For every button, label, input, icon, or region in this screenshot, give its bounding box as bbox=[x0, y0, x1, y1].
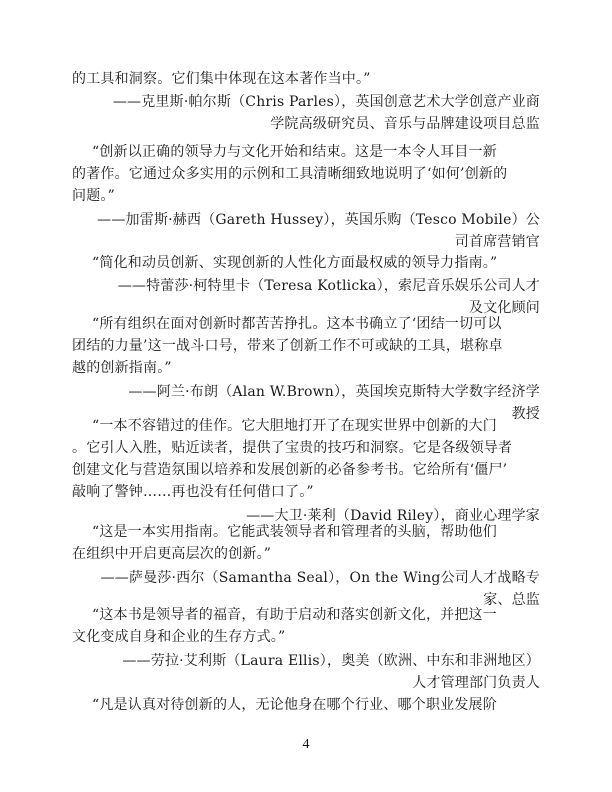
attribution-line: ——萨曼莎·西尔（Samantha Seal），On the Wing公司人才战略专 bbox=[100, 570, 540, 586]
quote-line: “所有组织在面对创新时都苦苦挣扎。这本书确立了‘团结一切可以 bbox=[92, 316, 502, 332]
quote-line: 文化变成自身和企业的生存方式。” bbox=[72, 629, 286, 645]
quote-line: “创新以正确的领导力与文化开始和结束。这是一本令人耳目一新 bbox=[92, 144, 497, 160]
attribution-line: 学院高级研究员、音乐与品牌建设项目总监 bbox=[270, 116, 540, 132]
quote-line: 越的创新指南。” bbox=[72, 360, 172, 376]
attribution-line: ——加雷斯·赫西（Gareth Hussey），英国乐购（Tesco Mobile）公 bbox=[97, 212, 540, 228]
quote-line: “一本不容错过的佳作。它大胆地打开了在现实世界中创新的大门 bbox=[92, 418, 497, 434]
quote-line: 创建文化与营造氛围以培养和发展创新的必备参考书。它给所有‘僵尸’ bbox=[72, 462, 508, 478]
quote-line: 在组织中开启更高层次的创新。” bbox=[72, 546, 272, 562]
quote-line: 。它引人入胜，贴近读者，提供了宝贵的技巧和洞察。它是各级领导者 bbox=[72, 440, 513, 456]
attribution-line: ——阿兰·布朗（Alan W.Brown），英国埃克斯特大学数字经济学 bbox=[128, 384, 540, 400]
attribution-line: ——劳拉·艾利斯（Laura Ellis），奥美（欧洲、中东和非洲地区） bbox=[122, 653, 540, 669]
attribution-line: ——特蕾莎·柯特里卡（Teresa Kotlicka），索尼音乐娱乐公司人才 bbox=[117, 278, 540, 294]
page-number: 4 bbox=[302, 737, 310, 752]
attribution-line: 教授 bbox=[511, 406, 540, 422]
quote-line: “这本书是领导者的福音，有助于启动和落实创新文化，并把这一 bbox=[92, 607, 497, 623]
quote-line: 的著作。它通过众多实用的示例和工具清晰细致地说明了‘如何’创新的 bbox=[72, 166, 508, 182]
quote-line: “简化和动员创新、实现创新的人性化方面最权威的领导力指南。” bbox=[92, 255, 498, 271]
text-line: 的工具和洞察。它们集中体现在这本著作当中。” bbox=[72, 71, 371, 87]
quote-line: “凡是认真对待创新的人，无论他身在哪个行业、哪个职业发展阶 bbox=[92, 697, 497, 713]
attribution-line: ——克里斯·帕尔斯（Chris Parles），英国创意艺术大学创意产业商 bbox=[112, 94, 540, 110]
attribution-line: 家、总监 bbox=[483, 592, 540, 608]
quote-line: “这是一本实用指南。它能武装领导者和管理者的头脑，帮助他们 bbox=[92, 524, 497, 540]
quote-line: 敲响了警钟……再也没有任何借口了。” bbox=[72, 484, 314, 500]
attribution-line: ——大卫·莱利（David Riley），商业心理学家 bbox=[246, 508, 540, 524]
attribution-line: 及文化顾问 bbox=[469, 300, 540, 316]
attribution-line: 司首席营销官 bbox=[454, 234, 540, 250]
attribution-line: 人才管理部门负责人 bbox=[412, 675, 540, 691]
quote-line: 团结的力量’这一战斗口号，带来了创新工作不可或缺的工具，堪称卓 bbox=[72, 338, 503, 354]
quote-line: 问题。” bbox=[72, 188, 115, 204]
